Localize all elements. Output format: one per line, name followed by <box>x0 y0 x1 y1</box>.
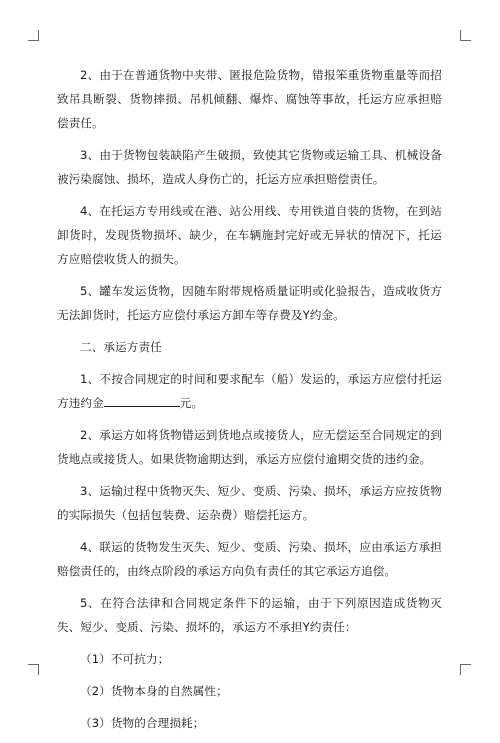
paragraph-shipper-liability-5: 5、罐车发运货物，因随车附带规格质量证明或化验报告，造成收货方无法卸货时，托运方应偿付承运方卸车等存费及Y约金。 <box>57 284 442 322</box>
list-item-reasonable-loss: （3）货物的合理损耗； <box>80 716 205 730</box>
document-body <box>57 63 442 743</box>
section-heading-carrier-liability: 二、承运方责任 <box>80 340 162 354</box>
paragraph-shipper-liability-4: 4、在托运方专用线或在港、站公用线、专用铁道自装的货物，在到站卸货时，发现货物损坏、缺少，在车辆施封完好或无异状的情况下，托运方应赔偿收货人的损失。 <box>57 204 442 266</box>
list-item-natural-property: （2）货物本身的自然属性； <box>80 684 228 698</box>
paragraph-carrier-liability-1-text: 1、不按合同规定的时间和要求配车（船）发运的，承运方应偿付托运方违约金 <box>57 372 442 410</box>
amount-blank <box>104 393 142 407</box>
paragraph-carrier-liability-5: 5、在符合法律和合同规定条件下的运输，由于下列原因造成货物灭失、短少、变质、污染、损坏的，承运方不承担Y约责任： <box>57 596 442 634</box>
paragraph-carrier-liability-4: 4、联运的货物发生灭失、短少、变质、污染、损坏，应由承运方承担赔偿责任的，由终点阶段的承运方向负有责任的其它承运方追偿。 <box>57 540 442 578</box>
crop-mark-top-right <box>460 30 471 41</box>
crop-mark-bottom-left <box>28 664 39 675</box>
crop-mark-top-left <box>28 30 39 41</box>
paragraph-shipper-liability-2: 2、由于在普通货物中夹带、匿报危险货物，错报笨重货物重量等而招致吊具断裂、货物摔损、吊机倾翻、爆炸、腐蚀等事故，托运方应承担赔偿责任。 <box>57 68 442 130</box>
paragraph-carrier-liability-1 <box>57 367 442 415</box>
paragraph-carrier-liability-2: 2、承运方如将货物错运到货地点或接货人，应无偿运至合同规定的到货地点或接货人。如果货物逾期达到，承运方应偿付逾期交货的违约金。 <box>57 428 442 466</box>
paragraph-carrier-liability-1-unit: 元。 <box>179 396 204 410</box>
paragraph-shipper-liability-3: 3、由于货物包装缺陷产生破损，致使其它货物或运输工具、机械设备被污染腐蚀、损坏，造成人身伤亡的，托运方应承担赔偿责任。 <box>57 148 442 186</box>
paragraph-carrier-liability-3: 3、运输过程中货物灭失、短少、变质、污染、损坏，承运方应按货物的实际损失（包括包装费、运杂费）赔偿托运方。 <box>57 484 442 522</box>
amount-blank-continued <box>142 393 180 407</box>
list-item-force-majeure: （1）不可抗力； <box>80 652 170 666</box>
crop-mark-bottom-right <box>460 664 471 675</box>
